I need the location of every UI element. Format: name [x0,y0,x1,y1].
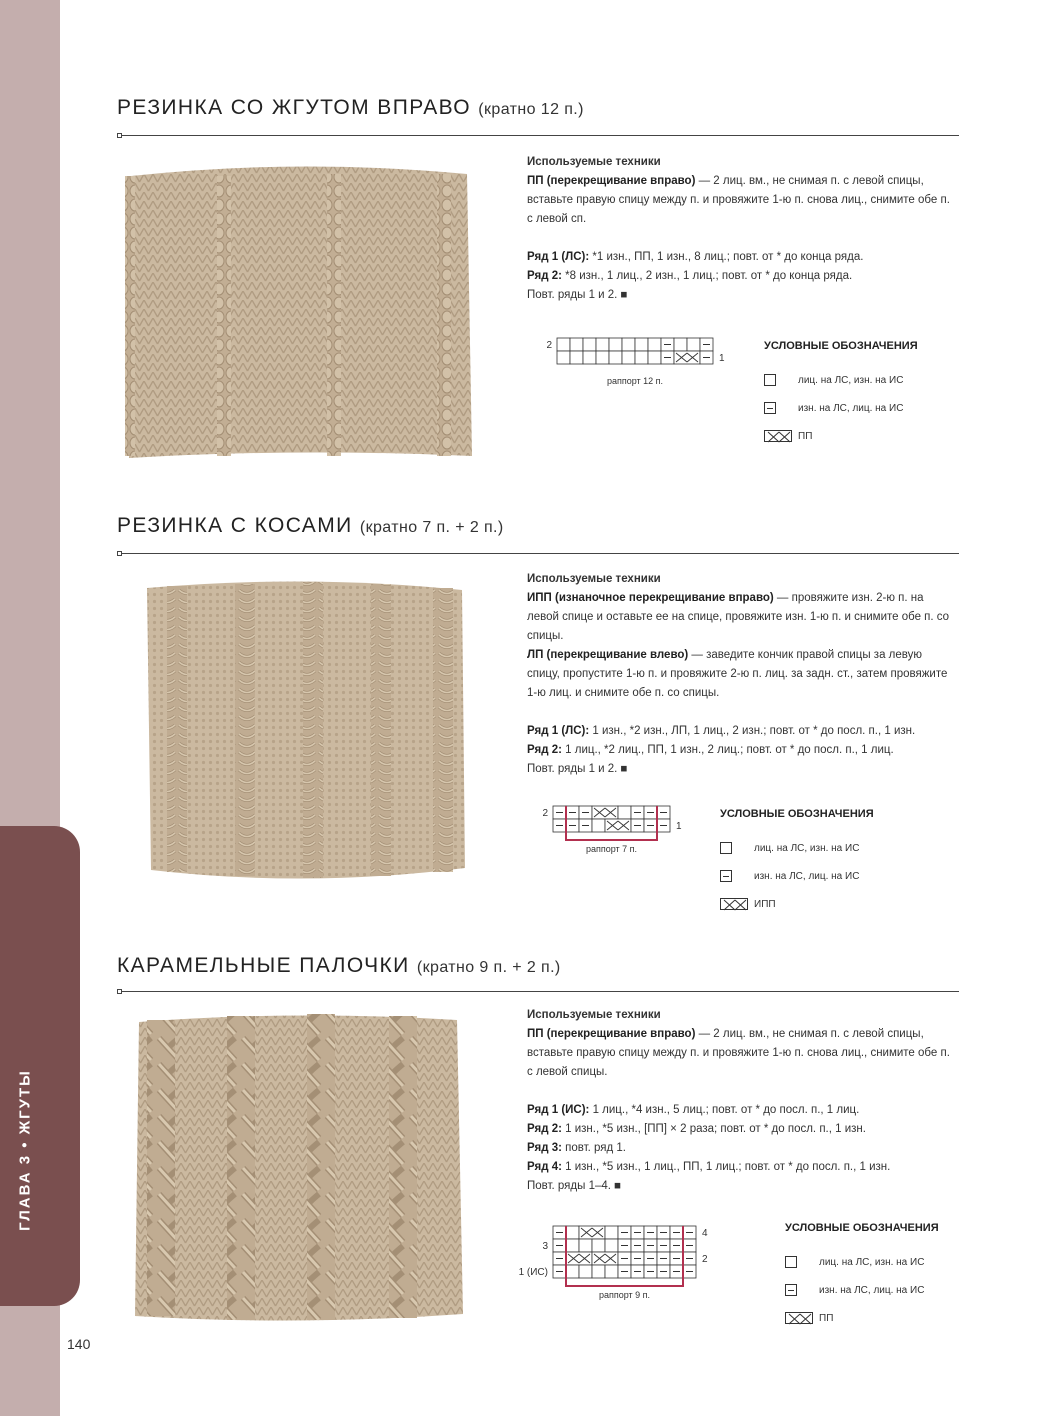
legend [764,340,918,450]
knit-cell [635,351,648,364]
purl-cell [644,1226,657,1239]
knit-cell [648,338,661,351]
purl-cell [618,1265,631,1278]
knit-cell [557,351,570,364]
stitch-chart [533,804,694,862]
knit-cell [618,806,631,819]
row-number: 1 [676,821,682,832]
technique-text: — провяжите изн. 2-ю п. на левой спице и оставьте ее на спице, провяжите изн. 1-ю п. и снимите обе п. со спицы. [527,592,950,642]
instructions [527,570,957,779]
legend [785,1222,939,1332]
cable-cross-cell [674,351,700,364]
swatch-photo [127,1010,477,1328]
technique-text: — 2 лиц. вм., не снимая п. с левой спицы, вставьте правую спицу между п. и провяжите 1-ю п. снова лиц., снимите обе п. с левой спицы. [527,1028,950,1078]
row-text: 1 лиц., *2 лиц., ПП, 1 изн., 2 лиц.; повт. от * до посл. п., 1 лиц. [561,744,894,756]
purl-symbol-icon [785,1284,797,1296]
knit-cell [583,351,596,364]
purl-cell [553,806,566,819]
cable-cross-cell [592,1252,618,1265]
legend-label: ПП [798,430,813,442]
purl-cell [683,1265,696,1278]
purl-cell [670,1265,683,1278]
page-number: 140 [67,1336,91,1352]
purl-cell [661,338,674,351]
knit-swatch-illustration [137,570,477,890]
row-number: 3 [542,1241,548,1252]
row-number: 2 [702,1254,708,1265]
row-label: Ряд 2: [527,1123,562,1135]
purl-cell [644,1239,657,1252]
cable-cross-cell [605,819,631,832]
cross-symbol-icon [764,430,792,442]
knit-swatch-illustration [117,156,477,466]
purl-cell [553,1226,566,1239]
section-title [117,96,584,120]
purl-cell [644,819,657,832]
purl-cell [553,1252,566,1265]
row-number: 2 [546,340,552,351]
row-number: 1 [719,353,725,364]
purl-cell [579,806,592,819]
title-text: РЕЗИНКА С КОСАМИ [117,514,353,537]
row-number: 4 [702,1228,708,1239]
purl-cell [683,1239,696,1252]
repeat-label: раппорт 12 п. [606,376,664,386]
row-text: *8 изн., 1 лиц., 2 изн., 1 лиц.; повт. от * до конца ряда. [561,270,853,282]
techniques-heading: Используемые техники [527,573,661,585]
chapter-label: ГЛАВА 3 • ЖГУТЫ [16,1069,34,1231]
cable-cross-cell [566,1252,592,1265]
knit-cell [648,351,661,364]
knit-cell [609,351,622,364]
knit-cell [605,1226,618,1239]
knit-cell [635,338,648,351]
purl-cell [683,1226,696,1239]
legend-item-purl [764,394,918,422]
row-instruction [527,248,957,267]
knit-cell [566,1226,579,1239]
legend-item-purl [785,1276,939,1304]
repeat-note: Повт. ряды 1–4. ■ [527,1180,622,1192]
knit-cell [566,1265,579,1278]
legend-item-knit [785,1248,939,1276]
cable-cross-cell [592,806,618,819]
legend-label: изн. на ЛС, лиц. на ИС [819,1284,925,1296]
techniques-heading: Используемые техники [527,156,661,168]
row-label: Ряд 3: [527,1142,562,1154]
technique-item [527,172,957,229]
purl-cell [566,806,579,819]
chart-grid [533,804,694,862]
instructions [527,153,957,305]
technique-term: ЛП (перекрещивание влево) [527,649,689,661]
legend-label: изн. на ЛС, лиц. на ИС [798,402,904,414]
section-caramel-sticks [117,954,959,1334]
purl-cell [566,819,579,832]
title-rule [117,553,959,554]
section-title [117,514,504,538]
knit-symbol-icon [720,842,732,854]
knit-cell [605,1265,618,1278]
purl-cell [657,1239,670,1252]
purl-cell [657,806,670,819]
stitch-multiple: (кратно 9 п. + 2 п.) [416,959,561,976]
row-instruction [527,741,957,760]
cross-symbol-icon [785,1312,813,1324]
purl-cell [631,1265,644,1278]
purl-cell [631,819,644,832]
row-text: 1 изн., *5 изн., [ПП] × 2 раза; повт. от * до посл. п., 1 изн. [561,1123,866,1135]
knit-symbol-icon [764,374,776,386]
purl-cell [553,1265,566,1278]
row-label: Ряд 4: [527,1161,562,1173]
technique-item [527,646,957,703]
knit-cell [579,1239,592,1252]
row-label: Ряд 1 (ИС): [527,1104,590,1116]
stitch-multiple: (кратно 7 п. + 2 п.) [359,519,504,536]
legend-title: УСЛОВНЫЕ ОБОЗНАЧЕНИЯ [764,340,918,352]
instructions [527,1006,957,1196]
purl-cell [644,1252,657,1265]
purl-cell [657,819,670,832]
repeat-label: раппорт 9 п. [598,1290,651,1300]
row-instruction [527,1139,957,1158]
purl-cell [644,806,657,819]
knit-cell [592,819,605,832]
knit-cell [674,338,687,351]
purl-cell [618,1239,631,1252]
knit-cell [596,338,609,351]
purl-symbol-icon [720,870,732,882]
row-instruction [527,1158,957,1177]
knit-cell [605,1239,618,1252]
row-label: Ряд 2: [527,744,562,756]
purl-cell [661,351,674,364]
techniques-heading: Используемые техники [527,1009,661,1021]
purl-cell [670,1226,683,1239]
stitch-multiple: (кратно 12 п.) [478,101,584,118]
chart-grid [537,336,737,394]
stitch-chart [537,336,737,394]
technique-term: ПП (перекрещивание вправо) [527,175,696,187]
row-instruction [527,267,957,286]
knit-cell [570,338,583,351]
chart-grid [518,1224,720,1308]
legend-label: лиц. на ЛС, изн. на ИС [798,374,904,386]
row-instruction [527,1120,957,1139]
section-braided-rib [117,514,959,914]
section-cable-right-rib [117,96,959,476]
purl-cell [553,1239,566,1252]
legend-item-cross [764,422,918,450]
knit-symbol-icon [785,1256,797,1268]
row-number: 2 [542,808,548,819]
row-instruction [527,1101,957,1120]
technique-item [527,589,957,646]
purl-cell [700,338,713,351]
cable-cross-cell [579,1226,605,1239]
knit-cell [592,1265,605,1278]
purl-cell [618,1226,631,1239]
knit-swatch-illustration [127,1010,477,1328]
repeat-note: Повт. ряды 1 и 2. ■ [527,763,628,775]
purl-cell [657,1252,670,1265]
legend-title: УСЛОВНЫЕ ОБОЗНАЧЕНИЯ [720,808,874,820]
row-text: 1 изн., *5 изн., 1 лиц., ПП, 1 лиц.; повт. от * до посл. п., 1 изн. [561,1161,891,1173]
title-rule [117,135,959,136]
knit-cell [583,338,596,351]
purl-symbol-icon [764,402,776,414]
knit-cell [557,338,570,351]
knit-cell [609,338,622,351]
purl-cell [657,1265,670,1278]
purl-cell [631,806,644,819]
technique-term: ПП (перекрещивание вправо) [527,1028,696,1040]
purl-cell [670,1239,683,1252]
row-label: Ряд 2: [527,270,562,282]
row-text: *1 изн., ПП, 1 изн., 8 лиц.; повт. от * до конца ряда. [589,251,864,263]
title-text: РЕЗИНКА СО ЖГУТОМ ВПРАВО [117,96,472,119]
swatch-photo [117,156,477,466]
knit-cell [570,351,583,364]
row-text: 1 лиц., *4 изн., 5 лиц.; повт. от * до посл. п., 1 лиц. [589,1104,860,1116]
row-text: повт. ряд 1. [561,1142,627,1154]
purl-cell [683,1252,696,1265]
purl-cell [670,1252,683,1265]
technique-term: ИПП (изнаночное перекрещивание вправо) [527,592,774,604]
legend [720,808,874,918]
row-label: Ряд 1 (ЛС): [527,251,590,263]
title-rule [117,991,959,992]
knit-cell [592,1239,605,1252]
legend-label: изн. на ЛС, лиц. на ИС [754,870,860,882]
knit-cell [566,1239,579,1252]
legend-item-knit [720,834,874,862]
legend-label: ИПП [754,898,776,910]
legend-item-cross [720,890,874,918]
legend-title: УСЛОВНЫЕ ОБОЗНАЧЕНИЯ [785,1222,939,1234]
cross-symbol-icon [720,898,748,910]
purl-cell [618,1252,631,1265]
legend-label: лиц. на ЛС, изн. на ИС [819,1256,925,1268]
purl-cell [579,819,592,832]
legend-item-purl [720,862,874,890]
swatch-photo [137,570,477,890]
repeat-note: Повт. ряды 1 и 2. ■ [527,289,628,301]
technique-item [527,1025,957,1082]
knit-cell [687,338,700,351]
purl-cell [553,819,566,832]
knit-cell [596,351,609,364]
title-text: КАРАМЕЛЬНЫЕ ПАЛОЧКИ [117,954,410,977]
legend-label: лиц. на ЛС, изн. на ИС [754,842,860,854]
purl-cell [700,351,713,364]
row-number: 1 (ИС) [518,1267,548,1278]
purl-cell [631,1252,644,1265]
legend-item-knit [764,366,918,394]
stitch-chart [518,1224,720,1308]
knit-cell [622,338,635,351]
repeat-label: раппорт 7 п. [585,844,638,854]
legend-item-cross [785,1304,939,1332]
purl-cell [631,1226,644,1239]
purl-cell [657,1226,670,1239]
legend-label: ПП [819,1312,834,1324]
section-title [117,954,561,978]
row-instruction [527,722,957,741]
row-label: Ряд 1 (ЛС): [527,725,590,737]
purl-cell [631,1239,644,1252]
chapter-tab [0,826,80,1306]
row-text: 1 изн., *2 изн., ЛП, 1 лиц., 2 изн.; повт. от * до посл. п., 1 изн. [589,725,916,737]
knit-cell [579,1265,592,1278]
purl-cell [644,1265,657,1278]
technique-text: — 2 лиц. вм., не снимая п. с левой спицы, вставьте правую спицу между п. и провяжите 1-ю п. снова лиц., снимите обе п. с левой сп. [527,175,950,225]
technique-text: — заведите кончик правой спицы за левую спицу, пропустите 1-ю п. и провяжите 2-ю п. лиц. за задн. ст., затем провяжите 1-ю лиц. и снимите обе п. со спицы. [527,649,948,699]
knit-cell [622,351,635,364]
